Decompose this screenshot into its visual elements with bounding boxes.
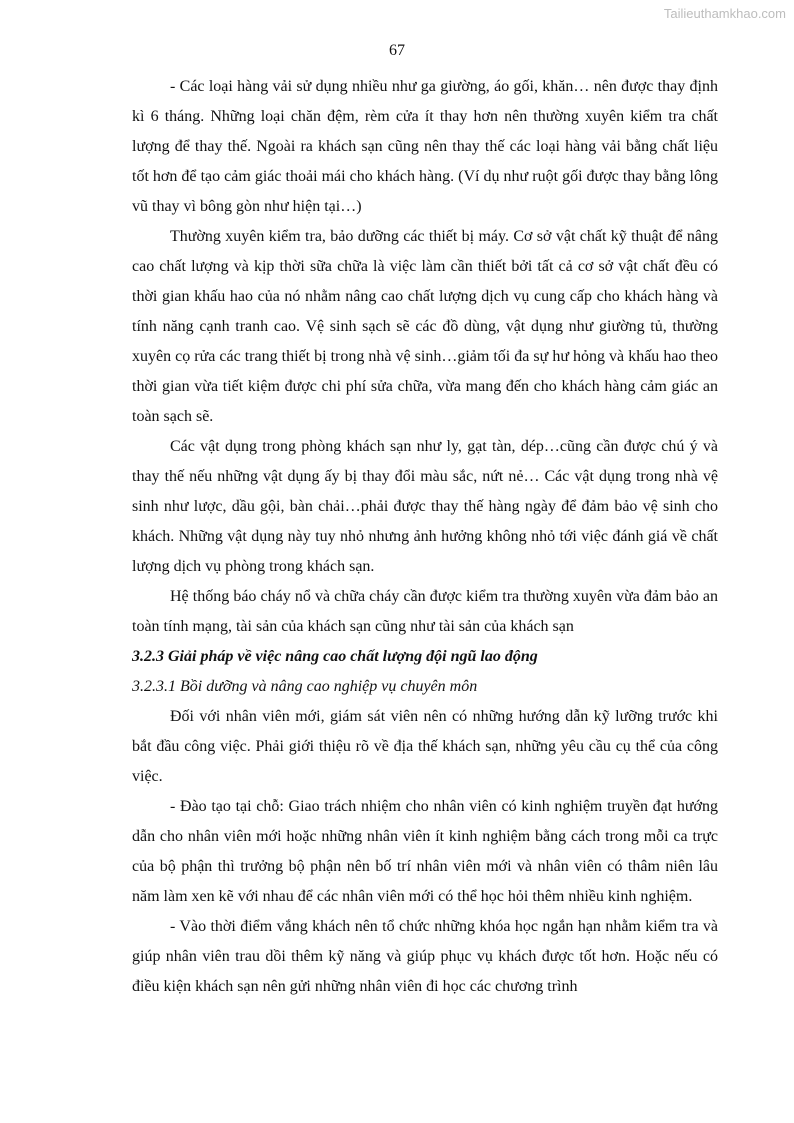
page-number: 67 (389, 42, 405, 59)
watermark: Tailieuthamkhao.com (663, 6, 786, 21)
paragraph: Hệ thống báo cháy nổ và chữa cháy cần được kiểm tra thường xuyên vừa đảm bảo an toàn tính mạng, tài sản của khách sạn cũng như tài sản của khách sạn (132, 588, 718, 635)
paragraph: Thường xuyên kiểm tra, bảo dưỡng các thiết bị máy. Cơ sở vật chất kỹ thuật để nâng cao chất lượng và kịp thời sữa chữa là việc làm cần thiết bởi tất cả cơ sở vật chất đều có thời gian khấu hao của nó nhằm nâng cao chất lượng dịch vụ cung cấp cho khách hàng và tính năng cạnh tranh cao. Vệ sinh sạch sẽ các đồ dùng, vật dụng như giường tủ, thường xuyên cọ rửa các trang thiết bị trong nhà vệ sinh…giảm tối đa sự hư hỏng và khấu hao theo thời gian vừa tiết kiệm được chi phí sửa chữa, vừa mang đến cho khách hàng cảm giác an toàn sạch sẽ. (132, 228, 718, 425)
paragraph: - Đào tạo tại chỗ: Giao trách nhiệm cho nhân viên có kinh nghiệm truyền đạt hướng dẫn cho nhân viên mới hoặc những nhân viên ít kinh nghiệm bằng cách trong mỗi ca trực của bộ phận thì trưởng bộ phận nên bố trí nhân viên mới và nhân viên có thâm niên lâu năm làm xen kẽ với nhau để các nhân viên mới có thể học hỏi thêm nhiều kinh nghiệm. (132, 798, 718, 905)
paragraph: - Vào thời điểm vắng khách nên tổ chức những khóa học ngắn hạn nhằm kiểm tra và giúp nhân viên trau dồi thêm kỹ năng và giúp phục vụ khách được tốt hơn. Hoặc nếu có điều kiện khách sạn nên gửi những nhân viên đi học các chương trình (132, 918, 718, 995)
document-body (132, 72, 718, 1002)
paragraph: Các vật dụng trong phòng khách sạn như ly, gạt tàn, dép…cũng cần được chú ý và thay thế nếu những vật dụng ấy bị thay đổi màu sắc, nứt nẻ… Các vật dụng trong nhà vệ sinh như lược, dầu gội, bàn chải…phải được thay thế hàng ngày để đảm bảo vệ sinh cho khách. Những vật dụng này tuy nhỏ nhưng ảnh hưởng không nhỏ tới việc đánh giá về chất lượng dịch vụ phòng trong khách sạn. (132, 438, 718, 575)
paragraph: Đối với nhân viên mới, giám sát viên nên có những hướng dẫn kỹ lưỡng trước khi bắt đầu công việc. Phải giới thiệu rõ về địa thế khách sạn, những yêu cầu cụ thể của công việc. (132, 708, 718, 785)
paragraph: - Các loại hàng vải sử dụng nhiều như ga giường, áo gối, khăn… nên được thay định kì 6 tháng. Những loại chăn đệm, rèm cửa ít thay hơn nên thường xuyên kiểm tra chất lượng để thay thế. Ngoài ra khách sạn cũng nên thay thế các loại hàng vải bằng chất liệu tốt hơn để tạo cảm giác thoải mái cho khách hàng. (Ví dụ như ruột gối được thay bằng lông vũ thay vì bông gòn như hiện tại…) (132, 78, 718, 215)
section-heading: 3.2.3 Giải pháp về việc nâng cao chất lượng đội ngũ lao động (132, 648, 538, 665)
subsection-heading: 3.2.3.1 Bồi dưỡng và nâng cao nghiệp vụ chuyên môn (132, 678, 478, 695)
